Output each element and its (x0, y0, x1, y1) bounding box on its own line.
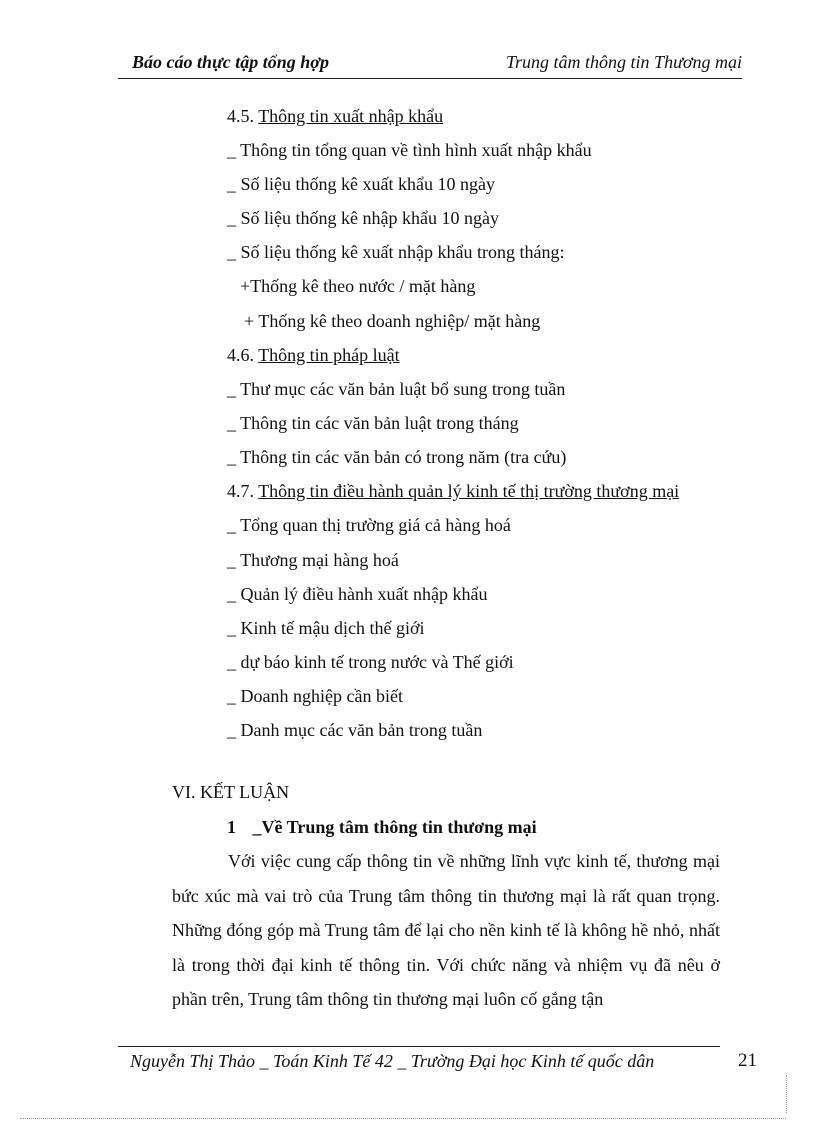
page-bottom-edge (20, 1118, 786, 1119)
page-edge-decoration (770, 1075, 787, 1113)
header-organization: Trung tâm thông tin Thương mại (506, 52, 742, 72)
footer-author: Nguyễn Thị Thảo _ Toán Kinh Tế 42 _ Trường Đại học Kinh tế quốc dân (130, 1051, 655, 1071)
conclusion-paragraph: Với việc cung cấp thông tin về những lĩnh vực kinh tế, thương mại bức xúc mà vai trò của Trung tâm thông tin thương mại là rất quan trọng. Những đóng góp mà Trung tâm để lại cho nền kinh tế là không hề nhỏ, nhất là trong thời đại kinh tế thông tin. Với chức năng và nhiệm vụ đã nêu ở phần trên, Trung tâm thông tin thương mại luôn cố gắng tận (172, 851, 720, 1009)
heading-title: Thông tin pháp luật (258, 345, 400, 365)
subsection-title: _Về Trung tâm thông tin thương mại (252, 817, 537, 837)
list-subitem: +Thống kê theo nước / mặt hàng (240, 276, 476, 296)
page-header (118, 52, 742, 79)
list-item: _ Quản lý điều hành xuất nhập khẩu (227, 584, 488, 604)
list-item: _ Thông tin tổng quan về tình hình xuất nhập khẩu (227, 140, 592, 160)
heading-title: Thông tin xuất nhập khẩu (258, 106, 444, 126)
list-item: _ Thông tin các văn bản luật trong tháng (227, 413, 519, 433)
list-item: _ Kinh tế mậu dịch thế giới (227, 618, 425, 638)
list-item: _ Thương mại hàng hoá (227, 550, 399, 570)
heading-number: 4.5. (227, 106, 259, 126)
subsection-number: 1 (227, 817, 236, 837)
list-item: _ Danh mục các văn bản trong tuần (227, 720, 483, 740)
list-item: _ Tổng quan thị trường giá cả hàng hoá (227, 515, 511, 535)
list-item: _ Doanh nghiệp cần biết (227, 686, 403, 706)
heading-4-5 (227, 106, 443, 127)
header-report-title: Báo cáo thực tập tổng hợp (132, 52, 329, 72)
list-item: _ Thông tin các văn bản có trong năm (tra cứu) (227, 447, 567, 467)
list-item: _ Số liệu thống kê xuất nhập khẩu trong tháng: (227, 242, 565, 262)
heading-number: 4.6. (227, 345, 259, 365)
heading-number: 4.7. (227, 481, 259, 501)
heading-4-6 (227, 345, 400, 366)
list-item: _ Số liệu thống kê xuất khẩu 10 ngày (227, 174, 495, 194)
section-heading: VI. KẾT LUẬN (172, 782, 290, 802)
heading-4-7 (227, 481, 679, 502)
heading-title: Thông tin điều hành quản lý kinh tế thị trường thương mại (258, 481, 680, 501)
list-item: _ Số liệu thống kê nhập khẩu 10 ngày (227, 208, 499, 228)
list-subitem: + Thống kê theo doanh nghiệp/ mặt hàng (244, 311, 541, 331)
page-footer (118, 1046, 720, 1071)
subsection-heading (227, 817, 537, 838)
list-item: _ dự báo kinh tế trong nước và Thế giới (227, 652, 514, 672)
list-item: _ Thư mục các văn bản luật bổ sung trong tuần (227, 379, 566, 399)
page-number: 21 (738, 1050, 757, 1071)
